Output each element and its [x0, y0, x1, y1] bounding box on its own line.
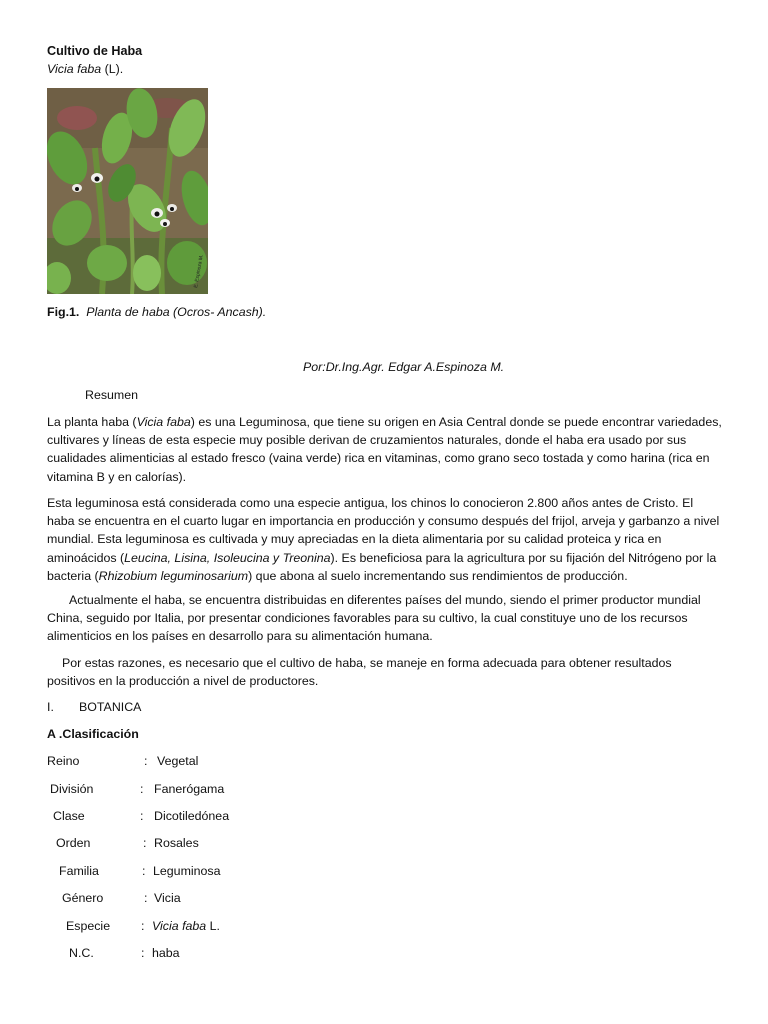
classification-colon: :: [141, 919, 145, 933]
p1-text-c: ) es una Leguminosa, que tiene su origen en Asia Central donde se puede encontrar variedades, cultivares y líneas de esta especie muy posible derivan de cruzamientos naturales, donde el haba era usado por sus cualidades alimenticias al estado fresco (vaina verde) rica en vitaminas, como grano seco tostada y como harina (rica en vitamina B y en calorías).: [47, 415, 722, 484]
document-title: Cultivo de Haba: [47, 44, 143, 58]
figure-caption: [47, 305, 266, 319]
scientific-name-author: (L).: [101, 62, 124, 76]
classification-colon: :: [140, 809, 144, 823]
classification-value-italic: Vicia faba: [152, 919, 207, 933]
plant-photo: [47, 88, 208, 294]
figure-caption-text: Planta de haba (Ocros- Ancash).: [86, 305, 267, 319]
classification-colon: :: [142, 864, 146, 878]
classification-row: [0, 891, 300, 909]
classification-colon: :: [143, 836, 147, 850]
classification-label: N.C.: [69, 946, 94, 960]
scientific-name: [47, 62, 123, 76]
classification-value-rest: L.: [206, 919, 220, 933]
classification-row: [0, 782, 300, 800]
classification-value: Dicotiledónea: [154, 809, 230, 823]
photo-credit: E. Espinoza M.: [193, 254, 205, 289]
classification-row: [0, 836, 300, 854]
p1-text-a: La planta haba (: [47, 415, 137, 429]
p1-text-b: Vicia faba: [136, 415, 191, 429]
p2-text-b: Leucina, Lisina, Isoleucina y Treonina: [124, 550, 331, 565]
scientific-name-italic: Vicia faba: [47, 62, 102, 76]
classification-colon: :: [144, 891, 148, 905]
classification-row: [0, 809, 300, 827]
classification-row: [0, 754, 300, 772]
resumen-heading: Resumen: [85, 388, 139, 402]
section-number: I.: [47, 700, 54, 714]
classification-colon: :: [144, 754, 148, 768]
paragraph-3: Actualmente el haba, se encuentra distribuidas en diferentes países del mundo, siendo el primer productor mundial China, seguido por Italia, por presentar condiciones favorables para su cultivo, la cual constituye uno de los recursos alimenticios en los países en desarrollo para su alimentación humana.: [47, 593, 701, 644]
classification-label: Orden: [56, 836, 91, 850]
paragraph-2: [47, 494, 722, 585]
classification-colon: :: [140, 782, 144, 796]
paragraph-1: [47, 413, 722, 486]
paragraph-4: Por estas razones, es necesario que el cultivo de haba, se maneje en forma adecuada para obtener resultados positivos en la producción a nivel de productores.: [47, 656, 672, 689]
classification-value: Fanerógama: [154, 782, 225, 796]
classification-row: [0, 864, 300, 882]
classification-row: [0, 946, 300, 964]
classification-label: División: [50, 782, 94, 796]
classification-value: Vegetal: [157, 754, 199, 768]
classification-label: Género: [62, 891, 104, 905]
subsection-title: A .Clasificación: [47, 727, 139, 741]
p2-text-e: ) que abona al suelo incrementando sus rendimientos de producción.: [248, 568, 628, 583]
classification-value: Rosales: [154, 836, 199, 850]
classification-value: haba: [152, 946, 180, 960]
classification-value: Leguminosa: [153, 864, 221, 878]
plant-photo-image: [47, 88, 208, 294]
classification-row: [0, 919, 300, 937]
classification-label: Especie: [66, 919, 111, 933]
figure-label: Fig.1.: [47, 305, 80, 319]
classification-label: Familia: [59, 864, 99, 878]
classification-value: [152, 919, 220, 933]
classification-label: Reino: [47, 754, 80, 768]
p2-text-d: Rhizobium leguminosarium: [98, 568, 249, 583]
classification-value: Vicia: [154, 891, 181, 905]
classification-label: Clase: [53, 809, 85, 823]
p2-text-a: Esta leguminosa está considerada como una especie antigua, los chinos lo conocieron 2.800 años antes de Cristo. El haba se encuentra en el cuarto lugar en importancia en producción y consumo después del frijol, arveja y garbanzo a nivel mundial. Esta leguminosa es cultivada y muy apreciadas en la dieta alimentaria por su calidad proteica y rica en aminoácidos (: [47, 496, 720, 565]
classification-colon: :: [141, 946, 145, 960]
p2-text-c: ). Es beneficiosa para la agricultura por su fijación del Nitrógeno por la bacteria (: [47, 550, 717, 583]
section-title: BOTANICA: [79, 700, 142, 714]
author-line: Por:Dr.Ing.Agr. Edgar A.Espinoza M.: [303, 360, 505, 374]
